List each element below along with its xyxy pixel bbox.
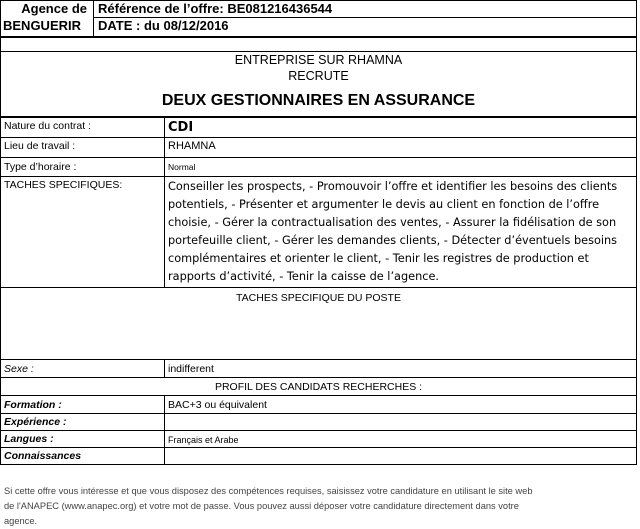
- header-bottom-border: [0, 36, 637, 38]
- row-border: [0, 413, 637, 414]
- tasks-label: TACHES SPECIFIQUES:: [4, 179, 123, 191]
- footer-line: agence.: [4, 516, 38, 526]
- title-top-border: [0, 51, 637, 52]
- tasks-line: choisie, - Gérer la contractualisation des ventes, - Assurer la fidélisation de son: [168, 216, 617, 229]
- footer-line: Si cette offre vous intéresse et que vous disposez des compétences requises, saisissez votre candidature en utilisant le site web: [4, 486, 533, 496]
- position-title: DEUX GESTIONNAIRES EN ASSURANCE: [161, 92, 476, 109]
- row-border: [0, 137, 637, 138]
- location-value: RHAMNA: [168, 140, 216, 152]
- company-name: ENTREPRISE SUR RHAMNA: [234, 53, 403, 67]
- row-border: [0, 377, 637, 378]
- tasks-line: portefeuille client, - Gérer les demandes clients, - Détecter d’éventuels besoins: [168, 234, 618, 247]
- row-border: [0, 157, 637, 158]
- fields-divider-top: [164, 116, 165, 288]
- contract-label: Nature du contrat :: [4, 120, 91, 132]
- post-tasks-heading: TACHES SPECIFIQUE DU POSTE: [236, 292, 401, 304]
- training-label: Formation :: [4, 399, 62, 411]
- row-border: [0, 447, 637, 448]
- table-bottom-border: [0, 464, 637, 465]
- row-border: [0, 287, 637, 288]
- sex-label: Sexe :: [4, 363, 34, 375]
- tasks-line: potentiels, - Présenter et argumenter le devis au client en fonction de l’offre: [168, 198, 600, 211]
- profile-heading: PROFIL DES CANDIDATS RECHERCHES :: [214, 381, 423, 393]
- training-value: BAC+3 ou équivalent: [168, 399, 267, 411]
- header-divider: [93, 0, 94, 36]
- agency-label: Agence de: [21, 1, 87, 16]
- location-label: Lieu de travail :: [4, 140, 76, 152]
- row-border: [0, 430, 637, 431]
- title-bottom-border: [0, 116, 637, 118]
- tasks-line: complémentaires et orienter le client, - Tenir les registres de production et: [168, 252, 589, 265]
- languages-value: Français et Arabe: [168, 435, 239, 445]
- schedule-value: Normal: [168, 162, 196, 172]
- sex-divider: [164, 359, 165, 377]
- tasks-line: rapports d’activité, - Tenir la caisse de l’agence.: [168, 270, 439, 283]
- languages-label: Langues :: [4, 433, 54, 445]
- recruits-label: RECRUTE: [288, 69, 349, 83]
- row-border: [0, 176, 637, 177]
- tasks-line: Conseiller les prospects, - Promouvoir l’offre et identifier les besoins des clients: [168, 180, 618, 193]
- sex-value: indifferent: [168, 363, 214, 375]
- row-border: [0, 395, 637, 396]
- knowledge-label: Connaissances: [4, 450, 82, 462]
- schedule-label: Type d’horaire :: [4, 161, 77, 173]
- footer-line: de l'ANAPEC (www.anapec.org) et votre mot de passe. Vous pouvez aussi déposer votre candidature directement dans votre: [4, 501, 519, 511]
- offer-reference: Référence de l’offre: BE081216436544: [98, 1, 333, 16]
- agency-name: BENGUERIR: [3, 18, 82, 33]
- row-border: [0, 359, 637, 360]
- offer-date: DATE : du 08/12/2016: [98, 18, 229, 33]
- contract-value: CDI: [168, 120, 194, 135]
- experience-label: Expérience :: [4, 416, 67, 428]
